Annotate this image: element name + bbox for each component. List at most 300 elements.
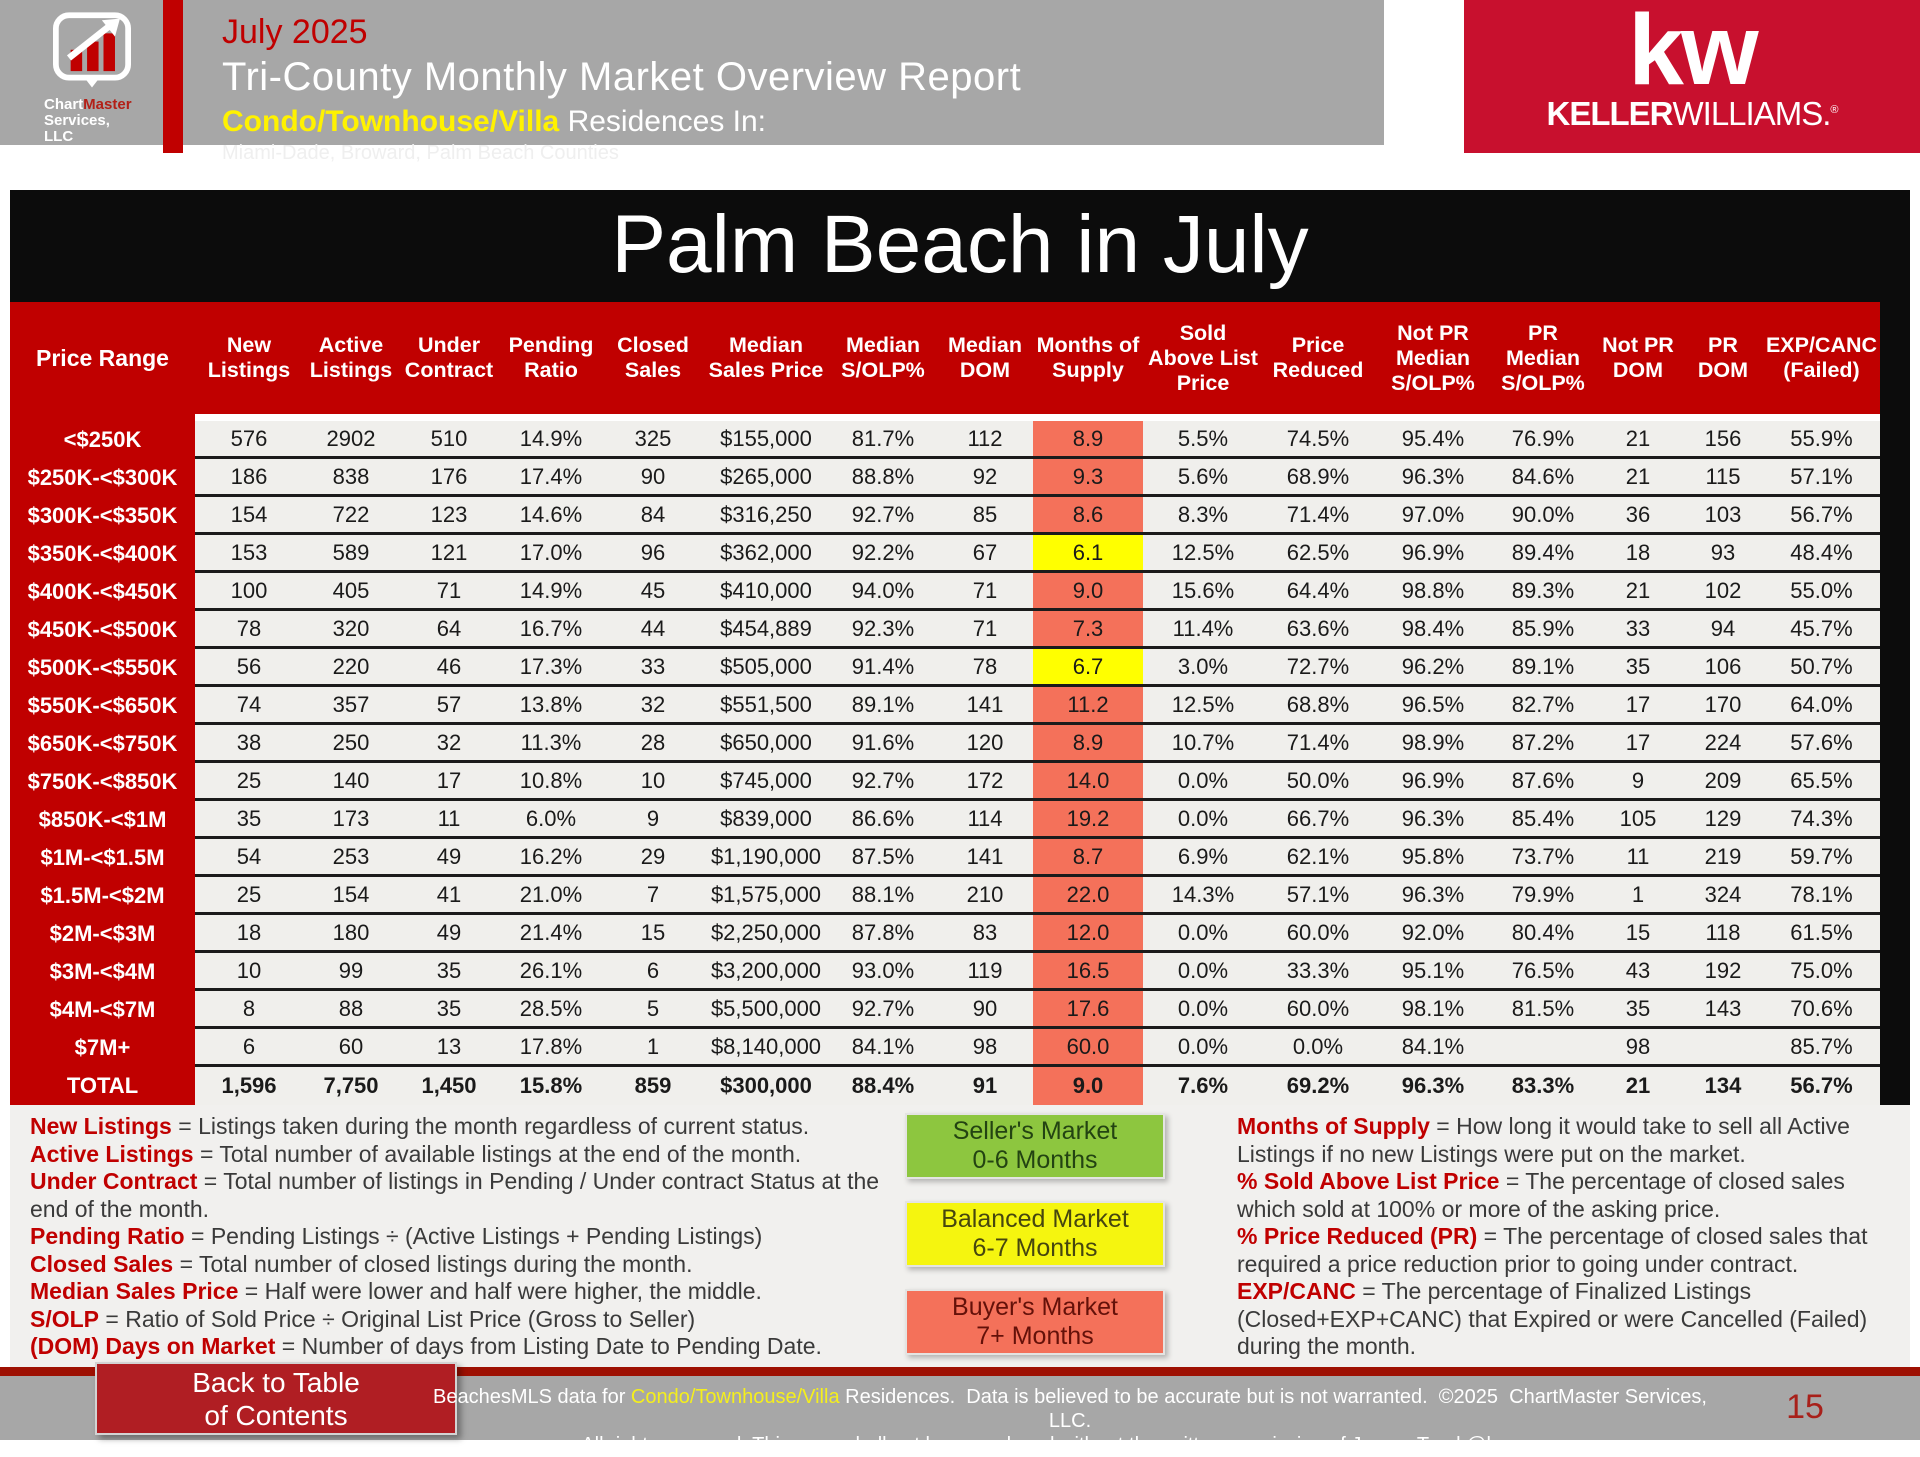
table-cell: 6 xyxy=(242,1033,256,1059)
table-cell: 89.1% xyxy=(1511,653,1575,679)
table-cell: 3.0% xyxy=(1177,653,1229,679)
table-cell: 98.4% xyxy=(1401,615,1465,641)
table-cell: 192 xyxy=(1704,957,1742,983)
price-range-label: <$250K xyxy=(63,427,142,452)
table-cell: 12.5% xyxy=(1171,691,1235,717)
table-cell: 46 xyxy=(436,653,462,679)
table-cell: 92.7% xyxy=(851,995,915,1021)
table-cell: 180 xyxy=(332,919,370,945)
table-cell: 84.1% xyxy=(1401,1033,1465,1059)
table-cell: 11.4% xyxy=(1172,615,1234,641)
table-cell: $410,000 xyxy=(720,577,812,603)
table-cell: 32 xyxy=(640,691,666,717)
table-cell: 93.0% xyxy=(851,957,915,983)
header-text-block xyxy=(222,14,1021,164)
table-row xyxy=(195,1029,1880,1067)
table-cell: 54 xyxy=(236,843,262,869)
report-region: Miami-Dade, Broward, Palm Beach Counties xyxy=(222,142,619,164)
table-cell: 72.7% xyxy=(1286,653,1350,679)
table-cell: 7 xyxy=(646,881,660,907)
table-cell: 35 xyxy=(436,957,462,983)
table-cell: 6.0% xyxy=(525,805,577,831)
table-cell: 96.3% xyxy=(1401,463,1465,489)
table-cell: 33 xyxy=(1625,615,1651,641)
column-header: Price Reduced xyxy=(1272,333,1364,382)
table-cell: 106 xyxy=(1704,653,1742,679)
table-cell: 129 xyxy=(1704,805,1742,831)
table-cell: 45 xyxy=(640,577,666,603)
table-cell xyxy=(1683,1029,1763,1064)
table-cell: 15 xyxy=(1625,919,1651,945)
definition: New Listings = Listings taken during the month regardless of current status. xyxy=(30,1113,810,1139)
price-range-label: $350K-<$400K xyxy=(27,541,178,566)
definition: % Sold Above List Price = The percentage of closed sales which sold at 100% or more of the asking price. xyxy=(1237,1168,1845,1222)
table-cell: 70.6% xyxy=(1790,995,1853,1021)
table-cell: 83.3% xyxy=(1511,1073,1575,1098)
table-cell: 153 xyxy=(230,539,268,565)
table-cell: 55.9% xyxy=(1790,425,1853,451)
column-header: Median Sales Price xyxy=(708,333,824,382)
table-cell: $362,000 xyxy=(720,539,812,565)
column-header: New Listings xyxy=(207,333,291,382)
months-of-supply-cell: 19.2 xyxy=(1033,801,1143,836)
price-range-label: $7M+ xyxy=(74,1035,131,1060)
table-cell: 98 xyxy=(1625,1033,1651,1059)
table-cell: 5.5% xyxy=(1177,425,1229,451)
table-cell: 325 xyxy=(634,425,672,451)
table-row xyxy=(195,573,1880,611)
table-cell: 96.5% xyxy=(1401,691,1465,717)
table-cell: 92 xyxy=(972,463,998,489)
table-cell: 320 xyxy=(332,615,370,641)
table-cell: $551,500 xyxy=(720,691,812,717)
table-cell: 17.0% xyxy=(519,539,583,565)
table-cell: 224 xyxy=(1704,729,1742,755)
table-cell: $3,200,000 xyxy=(710,957,822,983)
table-cell: 357 xyxy=(332,691,370,717)
table-cell: 510 xyxy=(430,425,468,451)
table-cell: 78 xyxy=(236,615,262,641)
table-cell: 14.3% xyxy=(1171,881,1235,907)
legend-box-yellow: Balanced Market 6-7 Months xyxy=(905,1201,1165,1267)
table-cell: 64.4% xyxy=(1286,577,1350,603)
table-cell: 35 xyxy=(1625,995,1651,1021)
table-cell: 87.8% xyxy=(851,919,915,945)
table-cell: 61.5% xyxy=(1790,919,1853,945)
table-cell: 84 xyxy=(640,501,666,527)
page-number: 15 xyxy=(1786,1388,1824,1426)
table-cell: 7.6% xyxy=(1177,1073,1229,1098)
kw-wordmark: KELLERWILLIAMS.® xyxy=(1546,95,1838,132)
header-divider xyxy=(163,0,183,153)
table-cell: $5,500,000 xyxy=(710,995,822,1021)
table-cell: 79.9% xyxy=(1511,881,1575,907)
table-cell: 10 xyxy=(236,957,262,983)
definitions-left xyxy=(30,1113,882,1361)
table-cell: 76.5% xyxy=(1511,957,1575,983)
table-cell: 67 xyxy=(972,539,998,565)
table-cell: 17.8% xyxy=(519,1033,583,1059)
table-cell: 17 xyxy=(1625,691,1651,717)
table-cell: $454,889 xyxy=(720,615,812,641)
table-cell: 9 xyxy=(646,805,660,831)
table-cell: 92.0% xyxy=(1401,919,1465,945)
table-cell: $839,000 xyxy=(720,805,812,831)
table-cell: 71.4% xyxy=(1286,729,1350,755)
table-cell: 89.4% xyxy=(1511,539,1575,565)
table-cell: 75.0% xyxy=(1790,957,1853,983)
table-cell: 96 xyxy=(640,539,666,565)
table-cell: 8.3% xyxy=(1177,501,1229,527)
table-cell: 156 xyxy=(1704,425,1742,451)
table-cell: $1,190,000 xyxy=(710,843,822,869)
table-cell: 6.9% xyxy=(1177,843,1229,869)
table-cell: 96.2% xyxy=(1401,653,1465,679)
table-cell: 26.1% xyxy=(519,957,583,983)
table-cell: 14.9% xyxy=(519,425,583,451)
table-cell: 96.3% xyxy=(1401,881,1465,907)
table-cell: 68.9% xyxy=(1286,463,1350,489)
table-cell: 102 xyxy=(1704,577,1742,603)
price-range-label: $1M-<$1.5M xyxy=(40,845,165,870)
table-cell: 115 xyxy=(1705,463,1741,489)
table-cell: 41 xyxy=(436,881,462,907)
table-cell: 84.6% xyxy=(1511,463,1575,489)
table-cell: $265,000 xyxy=(720,463,812,489)
table-cell: 0.0% xyxy=(1177,919,1229,945)
table-cell: 170 xyxy=(1704,691,1742,717)
chartmaster-logo-icon xyxy=(50,12,134,90)
table-cell: 60.0% xyxy=(1286,995,1350,1021)
price-range-label: $300K-<$350K xyxy=(27,503,178,528)
table-cell: 15.8% xyxy=(519,1073,583,1098)
county-banner xyxy=(10,190,1910,302)
table-cell: 92.7% xyxy=(851,501,915,527)
months-of-supply-cell: 8.9 xyxy=(1033,725,1143,760)
table-cell: 2902 xyxy=(326,425,376,451)
table-cell: 209 xyxy=(1704,767,1742,793)
report-subtitle: Condo/Townhouse/Villa Residences In: xyxy=(222,105,767,138)
table-row xyxy=(195,801,1880,839)
table-cell: 89.1% xyxy=(851,691,915,717)
table-cell: 88 xyxy=(338,995,364,1021)
months-of-supply-cell: 22.0 xyxy=(1033,877,1143,912)
table-cell: $2,250,000 xyxy=(710,919,822,945)
table-cell: 220 xyxy=(332,653,370,679)
table-cell: $316,250 xyxy=(720,501,812,527)
table-cell: 13.8% xyxy=(519,691,583,717)
table-cell: 10.8% xyxy=(519,767,583,793)
legend-box-green: Seller's Market 0-6 Months xyxy=(905,1113,1165,1179)
table-cell: 118 xyxy=(1705,919,1741,945)
table-cell: 14.9% xyxy=(519,577,583,603)
table-cell: 85.7% xyxy=(1790,1033,1853,1059)
months-of-supply-cell: 8.9 xyxy=(1033,421,1143,456)
table-cell: 60 xyxy=(338,1033,364,1059)
table-cell: 43 xyxy=(1625,957,1651,983)
table-cell: 16.2% xyxy=(519,843,583,869)
market-report xyxy=(10,190,1910,1105)
table-cell: 11 xyxy=(1626,843,1650,869)
table-cell: 87.6% xyxy=(1511,767,1575,793)
table-row xyxy=(195,991,1880,1029)
table-cell: 859 xyxy=(634,1073,672,1098)
table-cell: 76.9% xyxy=(1511,425,1575,451)
table-cell: 69.2% xyxy=(1286,1073,1350,1098)
table-row xyxy=(195,497,1880,535)
months-of-supply-cell: 9.3 xyxy=(1033,459,1143,494)
table-cell: 28.5% xyxy=(519,995,583,1021)
banner-title: Palm Beach in July xyxy=(611,199,1309,290)
table-cell: 1 xyxy=(1631,881,1645,907)
table-cell: 81.5% xyxy=(1511,995,1575,1021)
table-cell: 143 xyxy=(1704,995,1742,1021)
table-cell: 38 xyxy=(236,729,262,755)
table-cell: 32 xyxy=(436,729,462,755)
report-title: Tri-County Monthly Market Overview Report xyxy=(222,55,1022,99)
table-cell: 92.7% xyxy=(851,767,915,793)
table-cell: 100 xyxy=(230,577,268,603)
table-row xyxy=(195,687,1880,725)
table-cell: 85.9% xyxy=(1511,615,1575,641)
column-header: Months of Supply xyxy=(1036,333,1140,382)
table-cell: 84.1% xyxy=(851,1033,915,1059)
column-header: Median DOM xyxy=(947,333,1023,382)
table-cell: 120 xyxy=(966,729,1004,755)
table-cell: 13 xyxy=(436,1033,462,1059)
table-cell: 71 xyxy=(436,577,462,603)
table-cell: 62.1% xyxy=(1286,843,1350,869)
table-cell: 91 xyxy=(972,1073,998,1098)
table-cell: 10 xyxy=(640,767,666,793)
table-cell: 11.3% xyxy=(520,729,582,755)
market-table xyxy=(10,302,1910,1105)
table-row xyxy=(195,725,1880,763)
report-date: July 2025 xyxy=(222,13,368,51)
table-cell: 17 xyxy=(436,767,462,793)
table-cell: 88.8% xyxy=(851,463,915,489)
table-cell: 80.4% xyxy=(1511,919,1575,945)
table-cell: 36 xyxy=(1625,501,1651,527)
table-cell: 56 xyxy=(236,653,262,679)
table-cell: 74 xyxy=(236,691,262,717)
table-cell: 105 xyxy=(1619,805,1657,831)
months-of-supply-cell: 60.0 xyxy=(1033,1029,1143,1064)
table-cell: 21 xyxy=(1625,463,1651,489)
table-cell: 172 xyxy=(966,767,1004,793)
table-cell: 90 xyxy=(972,995,998,1021)
table-cell: 71 xyxy=(972,577,998,603)
table-row xyxy=(195,953,1880,991)
table-cell: 48.4% xyxy=(1790,539,1853,565)
table-row xyxy=(195,877,1880,915)
column-header: Pending Ratio xyxy=(508,333,594,382)
months-of-supply-cell: 8.6 xyxy=(1033,497,1143,532)
table-cell: 173 xyxy=(332,805,370,831)
table-cell: 71.4% xyxy=(1286,501,1350,527)
table-cell: 82.7% xyxy=(1511,691,1575,717)
table-cell: 141 xyxy=(966,691,1004,717)
price-range-column xyxy=(10,302,195,1105)
price-range-label: $550K-<$650K xyxy=(27,693,178,718)
table-cell: 85 xyxy=(972,501,998,527)
definition: % Price Reduced (PR) = The percentage of closed sales that required a price reduction prior to going under contract. xyxy=(1237,1223,1868,1277)
definition: Pending Ratio = Pending Listings ÷ (Active Listings + Pending Listings) xyxy=(30,1223,763,1249)
table-row xyxy=(195,649,1880,687)
table-cell: 112 xyxy=(967,425,1003,451)
table-cell: 98.1% xyxy=(1401,995,1465,1021)
table-cell: 18 xyxy=(1625,539,1651,565)
price-range-label: $750K-<$850K xyxy=(27,769,178,794)
legend-area xyxy=(10,1105,1910,1367)
table-cell: 33 xyxy=(640,653,666,679)
table-cell: 14.6% xyxy=(519,501,583,527)
table-cell: 121 xyxy=(430,539,468,565)
table-cell: 6 xyxy=(646,957,660,983)
table-cell: 98.9% xyxy=(1401,729,1465,755)
kw-mark: kw xyxy=(1628,0,1756,106)
table-cell: 35 xyxy=(436,995,462,1021)
price-range-label: $4M-<$7M xyxy=(49,997,156,1022)
table-cell: 12.5% xyxy=(1171,539,1235,565)
table-cell: 73.7% xyxy=(1511,843,1575,869)
table-row xyxy=(195,459,1880,497)
table-cell: 95.8% xyxy=(1401,843,1465,869)
footer-line-1: BeachesMLS data for Condo/Townhouse/Villa Residences. Data is believed to be accurate but is not warranted. ©2025 ChartMaster Services, LLC. xyxy=(433,1386,1707,1432)
table-cell: 134 xyxy=(1704,1073,1742,1098)
column-header: Median S/OLP% xyxy=(841,333,925,382)
table-cell xyxy=(1493,1029,1593,1064)
definition: Closed Sales = Total number of closed listings during the month. xyxy=(30,1250,693,1277)
table-cell: 78.1% xyxy=(1790,881,1853,907)
table-cell: 1,450 xyxy=(421,1073,477,1098)
table-cell: 90 xyxy=(640,463,666,489)
definition: S/OLP = Ratio of Sold Price ÷ Original List Price (Gross to Seller) xyxy=(30,1305,696,1332)
definition: (DOM) Days on Market = Number of days from Listing Date to Pending Date. xyxy=(30,1333,822,1359)
table-cell: 589 xyxy=(332,539,370,565)
table-cell: 0.0% xyxy=(1177,1033,1229,1059)
months-of-supply-cell: 16.5 xyxy=(1033,953,1143,988)
price-range-label: $500K-<$550K xyxy=(27,655,178,680)
total-row xyxy=(195,1067,1880,1105)
table-cell: 21 xyxy=(1625,1073,1651,1098)
definition: EXP/CANC = The percentage of Finalized Listings (Closed+EXP+CANC) that Expired or were Cancelled (Failed) during the month. xyxy=(1237,1278,1868,1359)
column-header-price-range: Price Range xyxy=(36,344,169,371)
table-cell: 21.0% xyxy=(519,881,583,907)
table-cell: 71 xyxy=(972,615,998,641)
table-cell: 56.7% xyxy=(1790,501,1853,527)
table-cell: 123 xyxy=(430,501,468,527)
table-cell: 57.1% xyxy=(1790,463,1853,489)
keller-williams-logo xyxy=(1464,0,1920,153)
back-to-toc-button[interactable]: Back to Table of Contents xyxy=(95,1362,457,1435)
table-cell: 186 xyxy=(230,463,268,489)
table-cell: 57.1% xyxy=(1286,881,1350,907)
table-cell: 88.4% xyxy=(851,1073,915,1098)
table-cell: 154 xyxy=(230,501,268,527)
header-gap xyxy=(195,414,1880,421)
table-cell: 94.0% xyxy=(851,577,915,603)
table-cell: 35 xyxy=(236,805,262,831)
table-cell: 86.6% xyxy=(851,805,915,831)
table-cell: 99 xyxy=(338,957,364,983)
table-cell: 95.4% xyxy=(1401,425,1465,451)
table-cell: 74.3% xyxy=(1790,805,1853,831)
price-range-label: $450K-<$500K xyxy=(27,617,178,642)
table-cell: 50.0% xyxy=(1286,767,1350,793)
table-cell: $8,140,000 xyxy=(710,1033,822,1059)
table-cell: 21.4% xyxy=(519,919,583,945)
months-of-supply-cell: 17.6 xyxy=(1033,991,1143,1026)
table-cell: 17.4% xyxy=(519,463,583,489)
column-header: Sold Above List Price xyxy=(1148,320,1258,395)
chartmaster-logo-text: ChartMaster Services, LLC xyxy=(44,96,132,145)
footer-disclaimer xyxy=(430,1385,1710,1457)
price-range-label: $650K-<$750K xyxy=(27,731,178,756)
table-cell: 56.7% xyxy=(1790,1073,1853,1098)
column-header: Active Listings xyxy=(309,333,393,382)
column-headers xyxy=(195,302,1880,414)
table-row xyxy=(195,421,1880,459)
legend-box-salmon: Buyer's Market 7+ Months xyxy=(905,1289,1165,1355)
table-cell: $745,000 xyxy=(720,767,812,793)
market-legend xyxy=(905,1113,1165,1377)
table-cell: 64.0% xyxy=(1790,691,1853,717)
table-cell: 0.0% xyxy=(1177,805,1229,831)
table-cell: 62.5% xyxy=(1286,539,1350,565)
table-cell: 92.3% xyxy=(851,615,915,641)
chartmaster-logo xyxy=(44,12,140,145)
column-header: EXP/CANC (Failed) xyxy=(1765,333,1878,382)
table-cell: 85.4% xyxy=(1511,805,1575,831)
price-range-label: $3M-<$4M xyxy=(49,959,156,984)
table-cell: 65.5% xyxy=(1790,767,1853,793)
footer-line-2: All rights reserved. This page shall not be reproduced without the written permission of JeromyTrask@kw.com. xyxy=(581,1434,1559,1456)
table-cell: 78 xyxy=(972,653,998,679)
months-of-supply-cell: 12.0 xyxy=(1033,915,1143,950)
column-header: Not PR Median S/OLP% xyxy=(1391,320,1475,395)
column-header: PR Median S/OLP% xyxy=(1501,320,1585,395)
definition: Median Sales Price = Half were lower and half were higher, the middle. xyxy=(30,1278,762,1304)
table-cell: $1,575,000 xyxy=(710,881,822,907)
table-row xyxy=(195,535,1880,573)
table-cell: 405 xyxy=(332,577,370,603)
months-of-supply-cell: 6.1 xyxy=(1033,535,1143,570)
table-cell: 91.4% xyxy=(851,653,915,679)
table-cell: 50.7% xyxy=(1790,653,1853,679)
definition: Active Listings = Total number of available listings at the end of the month. xyxy=(30,1140,802,1167)
table-body xyxy=(195,421,1880,1105)
table-cell: 96.3% xyxy=(1401,805,1465,831)
table-cell: 15 xyxy=(640,919,666,945)
table-cell: 17 xyxy=(1625,729,1651,755)
table-cell: 25 xyxy=(236,881,262,907)
table-cell: 95.1% xyxy=(1401,957,1465,983)
table-cell: 324 xyxy=(1704,881,1742,907)
table-cell: 219 xyxy=(1704,843,1742,869)
table-cell: 5 xyxy=(646,995,660,1021)
table-row xyxy=(195,839,1880,877)
table-cell: 63.6% xyxy=(1286,615,1350,641)
months-of-supply-cell: 9.0 xyxy=(1033,1067,1143,1105)
table-cell: 89.3% xyxy=(1511,577,1575,603)
table-cell: 17.3% xyxy=(519,653,583,679)
table-cell: 15.6% xyxy=(1171,577,1235,603)
table-cell: 25 xyxy=(236,767,262,793)
table-cell: 114 xyxy=(967,805,1003,831)
table-cell: 88.1% xyxy=(851,881,915,907)
table-cell: 18 xyxy=(236,919,262,945)
